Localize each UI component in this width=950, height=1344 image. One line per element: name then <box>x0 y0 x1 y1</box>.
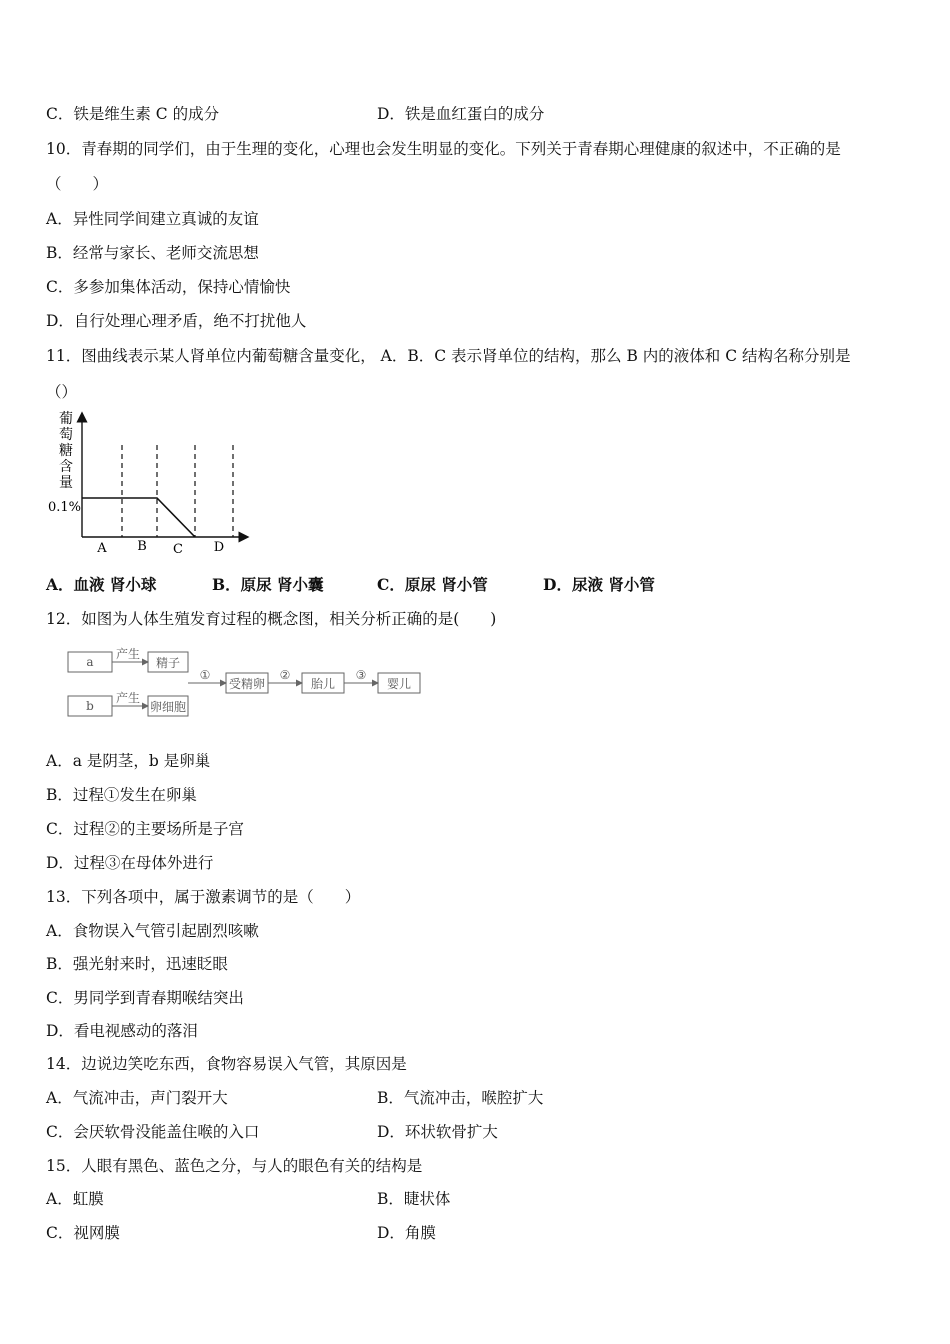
chart-ylabel-char: 含 <box>59 459 73 475</box>
q12-option-d: D．过程③在母体外进行 <box>46 854 214 872</box>
q10-option-d: D．自行处理心理矛盾，绝不打扰他人 <box>46 312 307 330</box>
q11-paren: （） <box>46 383 78 401</box>
q13-option-c: C．男同学到青春期喉结突出 <box>46 989 244 1007</box>
q15-option-c: C．视网膜 <box>46 1224 120 1242</box>
diagram-egg: 卵细胞 <box>149 700 187 714</box>
q15-option-a: A．虹膜 <box>46 1190 104 1208</box>
chart-xlabel-b: B <box>137 539 147 554</box>
q10-option-a: A．异性同学间建立真诚的友谊 <box>46 210 259 228</box>
chart-ylabel-char: 量 <box>59 475 73 491</box>
q14-option-b: B．气流冲击，喉腔扩大 <box>377 1089 544 1107</box>
chart-ylabel-char: 糖 <box>59 443 73 459</box>
q11-option-c: C．原尿 肾小管 <box>377 575 488 594</box>
chart-ylabel-char: 萄 <box>59 427 73 443</box>
q11-stem: 11．图曲线表示某人肾单位内葡萄糖含量变化， A．B．C 表示肾单位的结构，那么 B 内的液体和 C 结构名称分别是 <box>46 347 851 365</box>
q12-option-b: B．过程①发生在卵巢 <box>46 786 197 804</box>
q14-stem: 14．边说边笑吃东西，食物容易误入气管，其原因是 <box>46 1055 407 1073</box>
q11-option-b: B．原尿 肾小囊 <box>212 575 324 594</box>
q12-option-c: C．过程②的主要场所是子宫 <box>46 820 244 838</box>
q13-option-d: D．看电视感动的落泪 <box>46 1022 198 1040</box>
diagram-produce-top: 产生 <box>115 647 141 661</box>
reproduction-concept-diagram <box>60 640 440 725</box>
chart-xlabel-a: A <box>97 541 107 556</box>
q13-option-a: A．食物误入气管引起剧烈咳嗽 <box>46 922 259 940</box>
q12-stem: 12．如图为人体生殖发育过程的概念图，相关分析正确的是( ) <box>46 610 497 628</box>
q14-option-a: A．气流冲击，声门裂开大 <box>46 1089 228 1107</box>
q13-option-b: B．强光射来时，迅速眨眼 <box>46 955 228 973</box>
glucose-curve-chart <box>44 405 264 560</box>
q9-option-d: D．铁是血红蛋白的成分 <box>377 105 545 123</box>
diagram-a-label: a <box>86 655 94 669</box>
q10-option-b: B．经常与家长、老师交流思想 <box>46 244 259 262</box>
q10-stem: 10．青春期的同学们，由于生理的变化，心理也会发生明显的变化。下列关于青春期心理健康的叙述中，不正确的是 <box>46 140 841 158</box>
diagram-zygote: 受精卵 <box>228 677 266 691</box>
chart-ytick-label: 0.1% <box>48 500 82 515</box>
q13-stem: 13．下列各项中，属于激素调节的是（ ） <box>46 888 361 906</box>
chart-xlabel-d: D <box>213 540 225 555</box>
q14-option-c: C．会厌软骨没能盖住喉的入口 <box>46 1123 260 1141</box>
q14-option-d: D．环状软骨扩大 <box>377 1123 498 1141</box>
q15-option-b: B．睫状体 <box>377 1190 451 1208</box>
diagram-produce-bottom: 产生 <box>115 691 141 705</box>
diagram-baby: 婴儿 <box>386 677 412 691</box>
glucose-curve-line <box>82 498 195 537</box>
q15-option-d: D．角膜 <box>377 1224 436 1242</box>
diagram-step3: ③ <box>355 668 367 682</box>
q11-option-a: A．血液 肾小球 <box>46 575 157 594</box>
diagram-sperm: 精子 <box>155 656 181 670</box>
diagram-step1: ① <box>199 668 211 682</box>
diagram-fetus: 胎儿 <box>310 677 336 691</box>
q15-stem: 15．人眼有黑色、蓝色之分，与人的眼色有关的结构是 <box>46 1157 423 1175</box>
q11-option-d: D．尿液 肾小管 <box>543 575 655 594</box>
chart-xlabel-c: C <box>173 542 183 557</box>
diagram-b-label: b <box>86 699 94 713</box>
q9-option-c: C．铁是维生素 C 的成分 <box>46 105 220 123</box>
diagram-step2: ② <box>279 668 291 682</box>
chart-ylabel-char: 葡 <box>59 411 73 427</box>
q10-paren: （ ） <box>46 175 109 193</box>
q12-option-a: A．a 是阴茎，b 是卵巢 <box>46 752 211 770</box>
q10-option-c: C．多参加集体活动，保持心情愉快 <box>46 278 291 296</box>
